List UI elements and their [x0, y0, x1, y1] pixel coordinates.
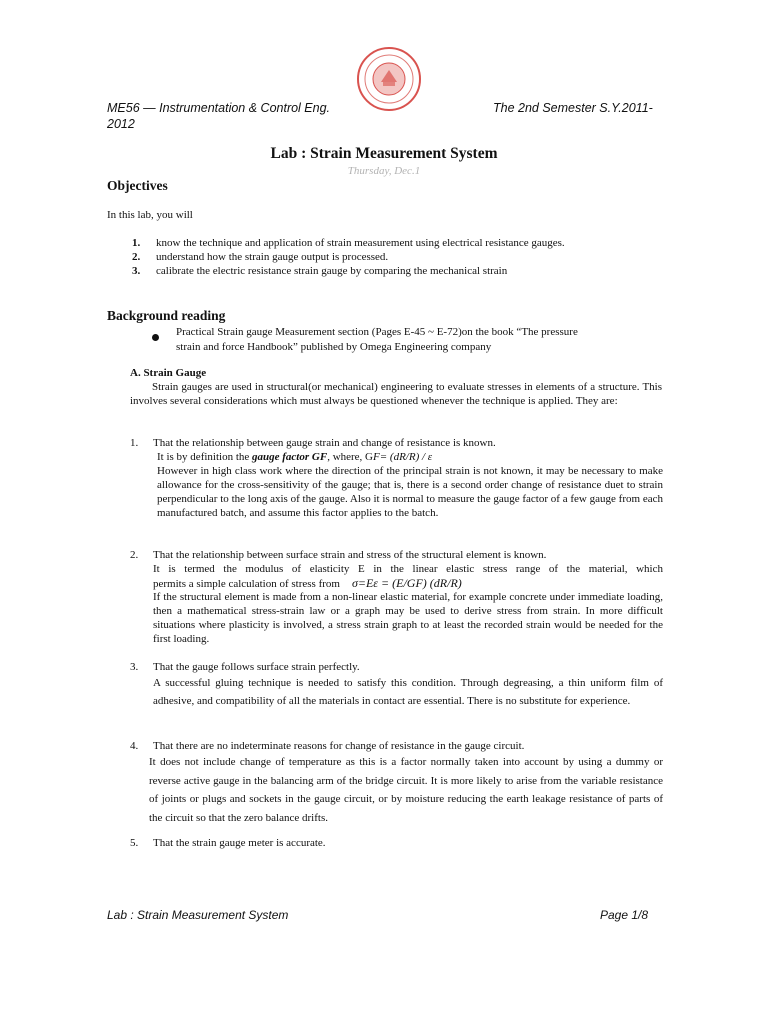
objectives-heading: Objectives	[107, 178, 168, 193]
item-1-title: That the relationship between gauge strain and change of resistance is known.	[153, 437, 496, 449]
item-1-body: However in high class work where the direction of the principal strain is not known, it may be necessary to make allowance for the cross-sensitivity of the gauge; that is, there is a second order change of resistance duet to strain perpendicular to the long axis of the gauge. Also it is normal to measure the gauge factor of a few gauge from each manufactured batch, and assume this factor applies to the batch.	[157, 465, 663, 519]
section-a-heading: A. Strain Gauge	[130, 367, 207, 379]
item-1-definition: It is by definition the gauge factor GF, where, GF= (dR/R) / ε	[157, 451, 433, 463]
background-reading-line1: Practical Strain gauge Measurement section (Pages E-45 ~ E-72)on the book “The pressure	[176, 326, 578, 338]
course-header: ME56 — Instrumentation & Control Eng.	[107, 101, 331, 115]
list-item: 3. calibrate the electric resistance strain gauge by comparing the mechanical strain	[132, 265, 508, 277]
background-reading-line2: strain and force Handbook” published by Omega Engineering company	[176, 341, 492, 353]
objectives-intro: In this lab, you will	[107, 209, 193, 221]
item-4-number: 4.	[130, 740, 139, 752]
page-title: Lab : Strain Measurement System	[270, 145, 498, 162]
item-5-title: That the strain gauge meter is accurate.	[153, 837, 326, 849]
list-item: 2. understand how the strain gauge output is processed.	[132, 251, 389, 263]
item-2-line1: It is termed the modulus of elasticity E in the linear elastic stress range of the material, which	[153, 563, 663, 575]
footer-title: Lab : Strain Measurement System	[107, 908, 289, 922]
lab-date: Thursday, Dec.1	[347, 165, 421, 177]
semester-header: The 2nd Semester S.Y.2011-	[493, 101, 653, 115]
item-2-title: That the relationship between surface strain and stress of the structural element is known.	[153, 549, 547, 561]
bullet-icon	[152, 328, 159, 346]
page-number: Page 1/8	[600, 908, 649, 922]
item-2-number: 2.	[130, 549, 139, 561]
item-3-body: A successful gluing technique is needed to satisfy this condition. Through degreasing, a thin uniform film of adhesive, and compatibility of all the materials in contact are essential. There is no substitute for experience.	[153, 677, 663, 707]
background-heading: Background reading	[107, 308, 226, 323]
item-2-body: If the structural element is made from a non-linear elastic material, for example concrete under immediate loading, then a mathematical stress-strain law or a graph may be used to derive stress from strain. In more difficult situations where plasticity is involved, a stress strain graph to at least the recorded strain would be needed for the first loading.	[153, 591, 663, 645]
item-3-title: That the gauge follows surface strain perfectly.	[153, 661, 360, 673]
item-2-line2: permits a simple calculation of stress from σ=Eε = (E/GF) (dR/R)	[153, 576, 462, 590]
item-5-number: 5.	[130, 837, 139, 849]
item-4-body: It does not include change of temperature as this is a factor normally taken into account by using a dummy or reverse active gauge in the balancing arm of the bridge circuit. It is more likely to arise from the variable resistance of joints or plugs and sockets in the gauge circuit, or by moisture reducing the earth leakage resistance of parts of the circuit so that the zero balance drifts.	[149, 756, 663, 824]
university-seal-icon	[356, 46, 422, 112]
item-1-number: 1.	[130, 437, 139, 449]
list-item: 1. know the technique and application of strain measurement using electrical resistance gauges.	[132, 237, 565, 249]
item-3-number: 3.	[130, 661, 139, 673]
section-a-intro: Strain gauges are used in structural(or mechanical) engineering to evaluate stresses in elements of a structure. This involves several considerations which must always be questioned whenever the technique is applied. They are:	[130, 381, 662, 407]
item-4-title: That there are no indeterminate reasons for change of resistance in the gauge circuit.	[153, 740, 525, 752]
objectives-list	[132, 236, 652, 278]
semester-year: 2012	[107, 117, 135, 131]
